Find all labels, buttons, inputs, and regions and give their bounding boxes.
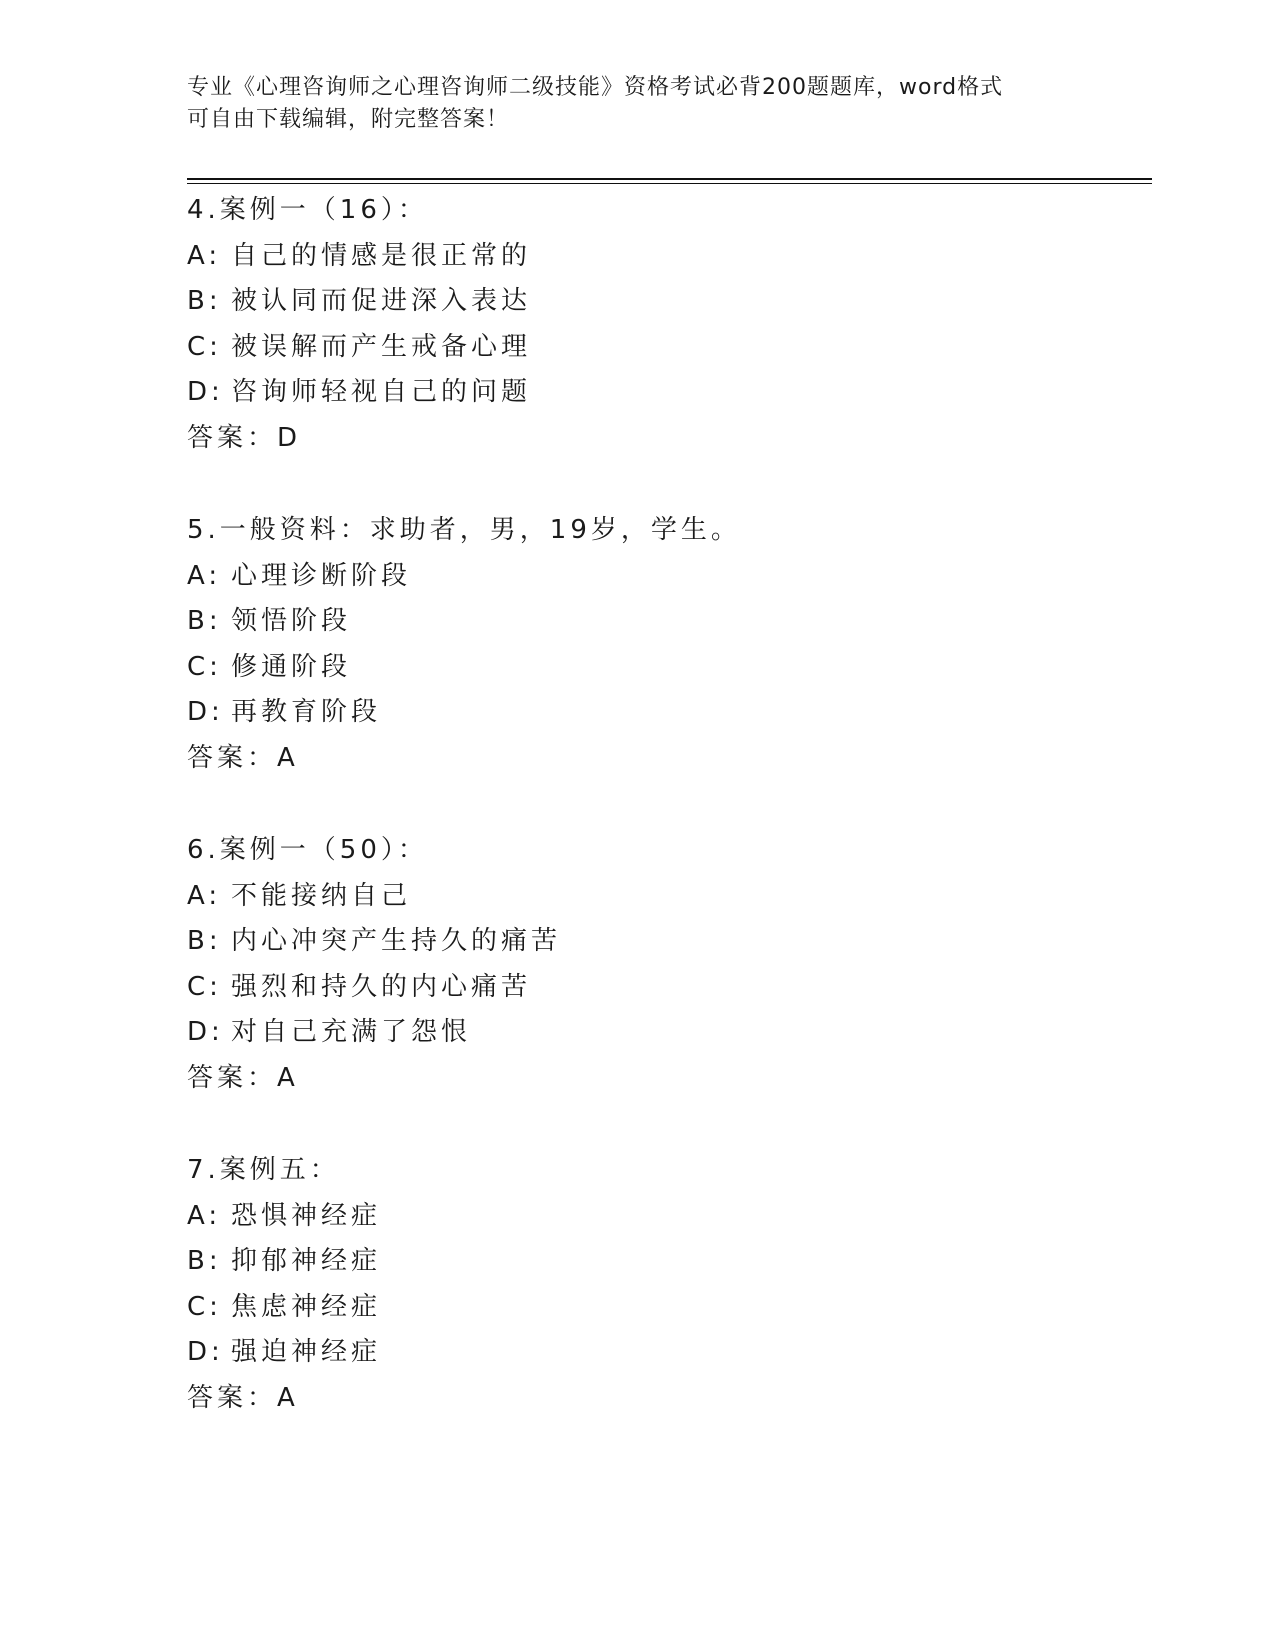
option-text: 不能接纳自己 [231, 880, 412, 911]
option-d [187, 1010, 1147, 1056]
option-text: 强迫神经症 [231, 1337, 382, 1368]
answer-line: 答案：A [187, 1062, 299, 1093]
option-text: 心理诊断阶段 [231, 560, 412, 591]
header-divider-thick [187, 178, 1152, 180]
option-text: 内心冲突产生持久的痛苦 [231, 926, 562, 957]
option-letter: B: [187, 286, 222, 317]
option-text: 再教育阶段 [231, 697, 382, 728]
option-text: 被认同而促进深入表达 [231, 286, 532, 317]
question-block [187, 1148, 1147, 1468]
question-block [187, 188, 1147, 508]
option-letter: A: [187, 560, 222, 591]
option-text: 领悟阶段 [231, 606, 352, 637]
option-text: 恐惧神经症 [231, 1200, 382, 1231]
option-text: 咨询师轻视自己的问题 [231, 377, 532, 408]
option-b [187, 1239, 1147, 1285]
option-a [187, 234, 1147, 280]
option-d [187, 1330, 1147, 1376]
option-a [187, 1194, 1147, 1240]
option-letter: A: [187, 240, 222, 271]
question-block [187, 828, 1147, 1148]
question-title: 4.案例一（16）： [187, 195, 428, 225]
option-letter: C: [187, 971, 222, 1002]
option-text: 修通阶段 [231, 651, 352, 682]
option-d [187, 370, 1147, 416]
option-a [187, 874, 1147, 920]
option-letter: C: [187, 651, 222, 682]
option-a [187, 554, 1147, 600]
question-block [187, 508, 1147, 828]
option-letter: A: [187, 880, 222, 911]
option-c [187, 645, 1147, 691]
option-letter: C: [187, 331, 222, 362]
option-c [187, 1285, 1147, 1331]
header-line-2: 可自由下载编辑，附完整答案！ [187, 107, 510, 132]
option-letter: B: [187, 606, 222, 637]
question-title: 5.一般资料：求助者，男，19岁，学生。 [187, 515, 741, 545]
option-letter: D: [187, 697, 224, 728]
option-text: 自己的情感是很正常的 [231, 240, 532, 271]
option-letter: D: [187, 377, 224, 408]
option-b [187, 279, 1147, 325]
option-letter: B: [187, 1246, 222, 1277]
option-letter: B: [187, 926, 222, 957]
question-title: 7.案例五： [187, 1155, 340, 1185]
question-list [187, 188, 1147, 1468]
option-c [187, 325, 1147, 371]
answer-line: 答案：A [187, 742, 299, 773]
document-header [187, 72, 1087, 136]
option-text: 对自己充满了怨恨 [231, 1017, 472, 1048]
option-c [187, 965, 1147, 1011]
option-text: 抑郁神经症 [231, 1246, 382, 1277]
option-b [187, 599, 1147, 645]
question-title: 6.案例一（50）： [187, 835, 428, 865]
option-b [187, 919, 1147, 965]
option-text: 强烈和持久的内心痛苦 [231, 971, 532, 1002]
option-text: 焦虑神经症 [231, 1291, 382, 1322]
option-letter: D: [187, 1017, 224, 1048]
answer-line: 答案：A [187, 1382, 299, 1413]
option-letter: D: [187, 1337, 224, 1368]
header-line-1: 专业《心理咨询师之心理咨询师二级技能》资格考试必背200题题库，word格式 [187, 75, 1004, 100]
option-letter: C: [187, 1291, 222, 1322]
option-d [187, 690, 1147, 736]
answer-line: 答案：D [187, 422, 302, 453]
option-letter: A: [187, 1200, 222, 1231]
header-divider-thin [187, 183, 1152, 184]
option-text: 被误解而产生戒备心理 [231, 331, 532, 362]
